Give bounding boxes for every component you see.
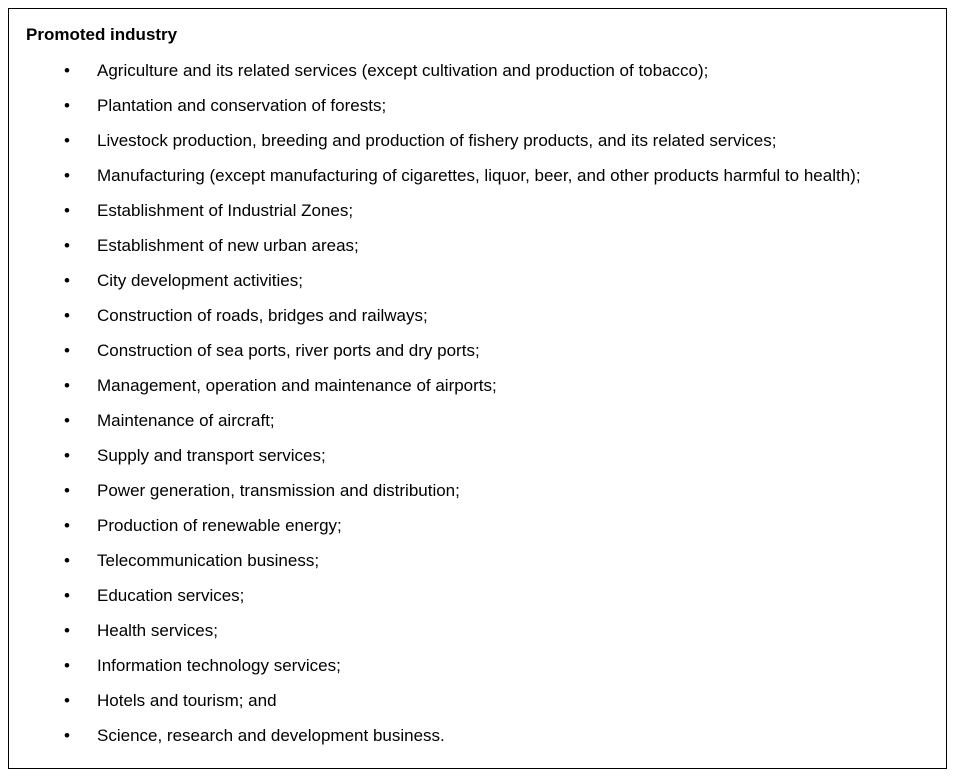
list-item bbox=[9, 551, 946, 586]
list-item-text: Establishment of new urban areas; bbox=[97, 236, 359, 255]
list-item bbox=[9, 411, 946, 446]
list-item bbox=[9, 446, 946, 481]
bullet-icon: • bbox=[64, 586, 70, 605]
industry-list bbox=[9, 61, 946, 761]
bullet-icon: • bbox=[64, 341, 70, 360]
bullet-icon: • bbox=[64, 376, 70, 395]
list-item bbox=[9, 656, 946, 691]
list-item bbox=[9, 481, 946, 516]
list-item bbox=[9, 306, 946, 341]
list-item-text: Management, operation and maintenance of airports; bbox=[97, 376, 497, 395]
bullet-icon: • bbox=[64, 131, 70, 150]
bullet-icon: • bbox=[64, 656, 70, 675]
list-item-text: Education services; bbox=[97, 586, 245, 605]
list-item-text: Information technology services; bbox=[97, 656, 341, 675]
list-item-text: Plantation and conservation of forests; bbox=[97, 96, 387, 115]
list-item-text: Production of renewable energy; bbox=[97, 516, 342, 535]
bullet-icon: • bbox=[64, 271, 70, 290]
list-item bbox=[9, 96, 946, 131]
list-item-text: Hotels and tourism; and bbox=[97, 691, 277, 710]
list-item bbox=[9, 271, 946, 306]
list-item-text: Construction of roads, bridges and railways; bbox=[97, 306, 428, 325]
list-item bbox=[9, 341, 946, 376]
bullet-icon: • bbox=[64, 61, 70, 80]
list-item bbox=[9, 586, 946, 621]
bullet-icon: • bbox=[64, 621, 70, 640]
list-item bbox=[9, 236, 946, 271]
list-item-text: City development activities; bbox=[97, 271, 303, 290]
list-item-text: Establishment of Industrial Zones; bbox=[97, 201, 354, 220]
list-item-text: Manufacturing (except manufacturing of cigarettes, liquor, beer, and other products harmful to health); bbox=[97, 166, 861, 185]
list-item-text: Livestock production, breeding and production of fishery products, and its related services; bbox=[97, 131, 777, 150]
list-item bbox=[9, 516, 946, 551]
bullet-icon: • bbox=[64, 96, 70, 115]
list-item bbox=[9, 61, 946, 96]
list-item bbox=[9, 131, 946, 166]
list-item-text: Construction of sea ports, river ports and dry ports; bbox=[97, 341, 480, 360]
list-item bbox=[9, 201, 946, 236]
bullet-icon: • bbox=[64, 166, 70, 185]
bullet-icon: • bbox=[64, 691, 70, 710]
list-item-text: Supply and transport services; bbox=[97, 446, 326, 465]
bullet-icon: • bbox=[64, 306, 70, 325]
bullet-icon: • bbox=[64, 411, 70, 430]
bullet-icon: • bbox=[64, 201, 70, 220]
bullet-icon: • bbox=[64, 481, 70, 500]
list-item bbox=[9, 376, 946, 411]
list-item-text: Health services; bbox=[97, 621, 218, 640]
list-item-text: Maintenance of aircraft; bbox=[97, 411, 275, 430]
box-heading: Promoted industry bbox=[26, 25, 178, 44]
promoted-industry-box bbox=[8, 8, 947, 769]
list-item-text: Agriculture and its related services (except cultivation and production of tobacco); bbox=[97, 61, 709, 80]
list-item-text: Science, research and development business. bbox=[97, 726, 445, 745]
list-item bbox=[9, 621, 946, 656]
bullet-icon: • bbox=[64, 446, 70, 465]
list-item bbox=[9, 166, 946, 201]
list-item-text: Power generation, transmission and distribution; bbox=[97, 481, 460, 500]
list-item bbox=[9, 726, 946, 761]
list-item bbox=[9, 691, 946, 726]
bullet-icon: • bbox=[64, 551, 70, 570]
bullet-icon: • bbox=[64, 516, 70, 535]
bullet-icon: • bbox=[64, 726, 70, 745]
bullet-icon: • bbox=[64, 236, 70, 255]
list-item-text: Telecommunication business; bbox=[97, 551, 320, 570]
